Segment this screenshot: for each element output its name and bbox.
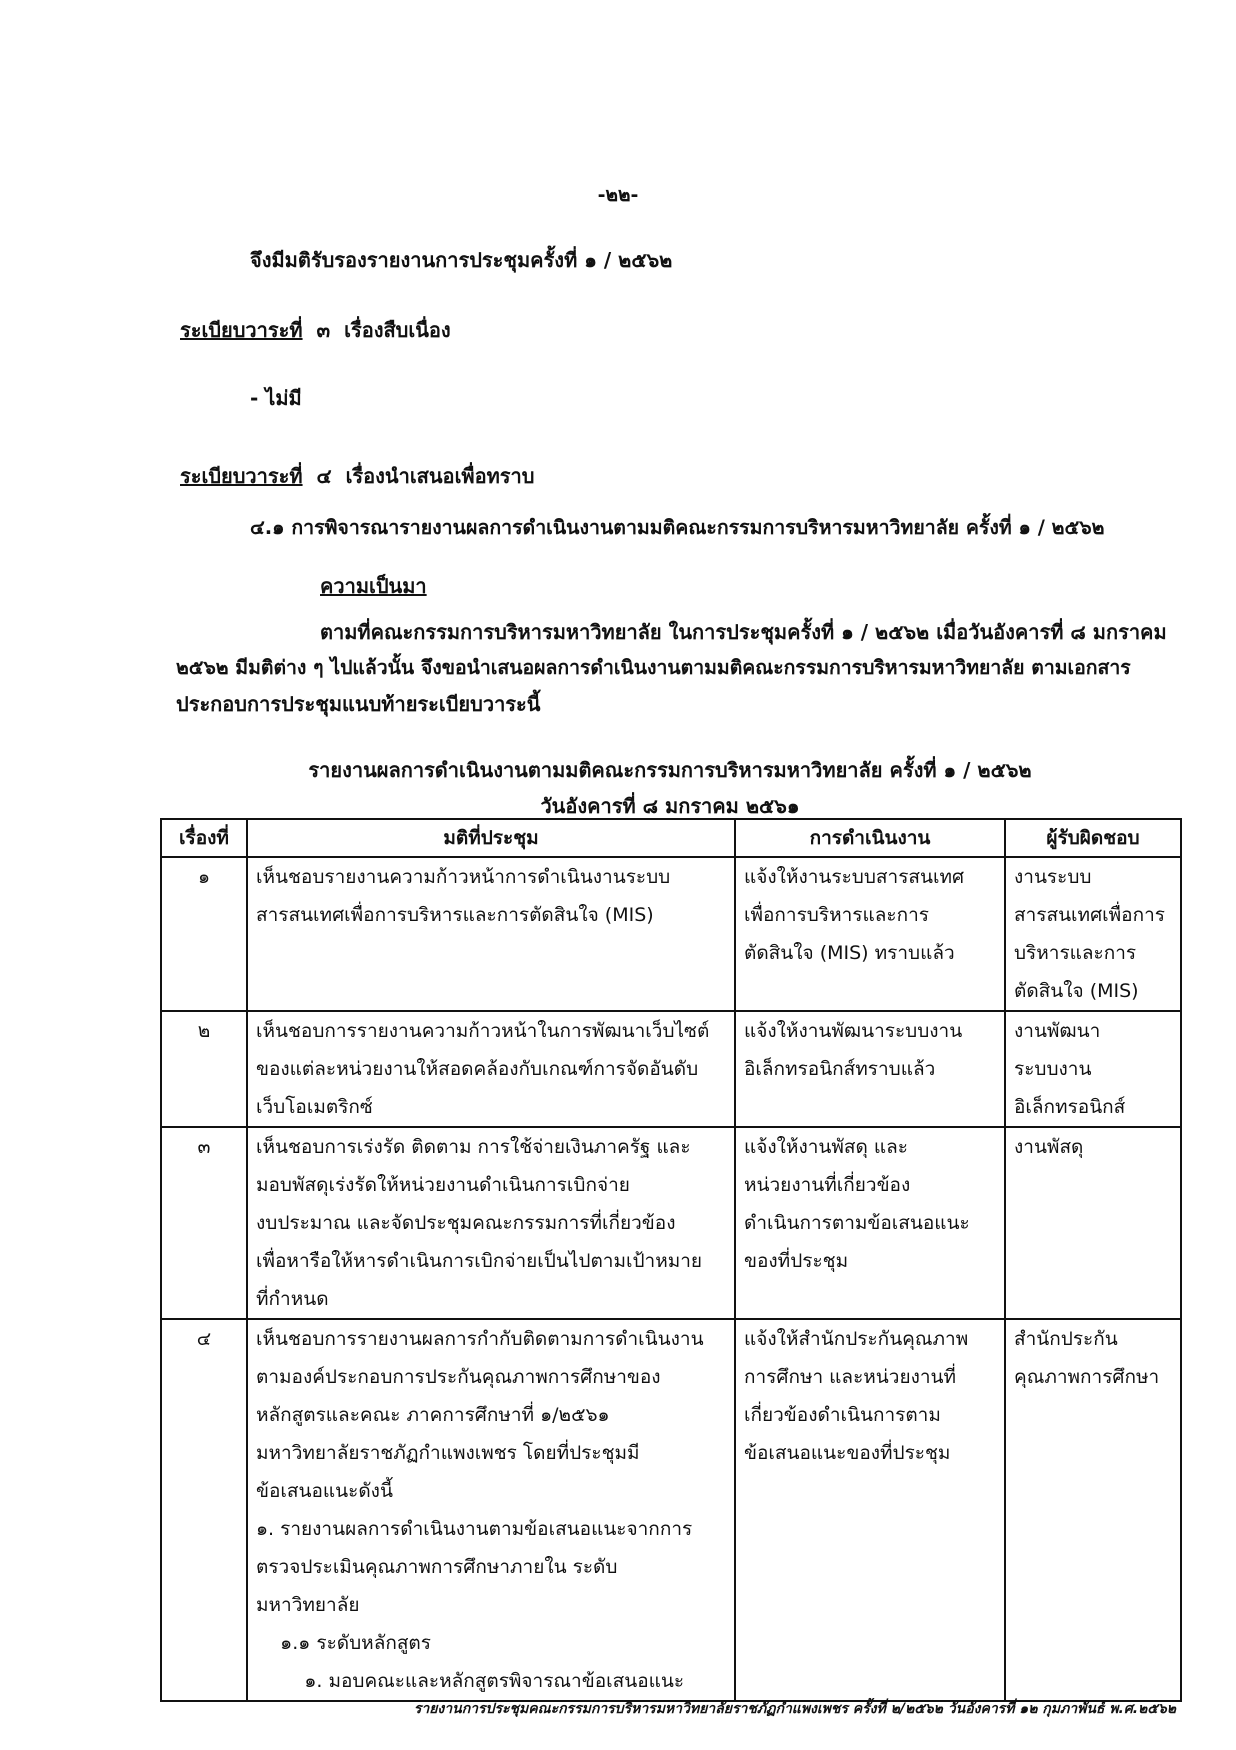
cell-resolution-line: มหาวิทยาลัยราชภัฏกำแพงเพชร โดยที่ประชุมมี: [256, 1442, 640, 1464]
cell-responsible-line: คุณภาพการศึกษา: [1014, 1366, 1160, 1388]
report-title: รายงานผลการดำเนินงานตามมติคณะกรรมการบริหารมหาวิทยาลัย ครั้งที่ ๑ / ๒๕๖๒: [308, 758, 1032, 782]
agenda-3-number: ๓: [316, 318, 331, 342]
cell-action-line: แจ้งให้งานระบบสารสนเทศ: [744, 866, 965, 888]
cell-responsible-line: สำนักประกัน: [1014, 1328, 1118, 1350]
cell-resolution-line: สารสนเทศเพื่อการบริหารและการตัดสินใจ (MIS): [256, 904, 654, 926]
cell-resolution: [247, 1011, 735, 1127]
cell-resolution-line: เว็บโอเมตริกซ์: [256, 1096, 373, 1118]
table-row: [161, 1011, 1181, 1127]
cell-action-line: แจ้งให้สำนักประกันคุณภาพ: [744, 1328, 969, 1350]
cell-responsible-line: งานพัสดุ: [1014, 1136, 1084, 1158]
cell-resolution-line: เห็นชอบการรายงานผลการกำกับติดตามการดำเนินงาน: [256, 1328, 704, 1350]
table-row: [161, 857, 1181, 1011]
report-date: วันอังคารที่ ๘ มกราคม ๒๕๖๑: [540, 794, 800, 818]
cell-resolution-line: มอบพัสดุเร่งรัดให้หน่วยงานดำเนินการเบิกจ่าย: [256, 1174, 630, 1196]
cell-responsible: [1005, 857, 1181, 1011]
cell-resolution: [247, 857, 735, 1011]
cell-no: ๑: [161, 857, 247, 1011]
header-resolution: มติที่ประชุม: [247, 819, 735, 857]
agenda-4-heading: [180, 460, 534, 492]
cell-resolution-line: ของแต่ละหน่วยงานให้สอดคล้องกับเกณฑ์การจัดอันดับ: [256, 1058, 699, 1080]
cell-resolution: [247, 1127, 735, 1319]
agenda-3-heading: [180, 314, 451, 346]
cell-responsible-line: อิเล็กทรอนิกส์: [1014, 1096, 1126, 1118]
cell-resolution-line: หลักสูตรและคณะ ภาคการศึกษาที่ ๑/๒๕๖๑: [256, 1404, 610, 1426]
table-row: [161, 1319, 1181, 1701]
cell-action-line: อิเล็กทรอนิกส์ทราบแล้ว: [744, 1058, 936, 1080]
cell-action-line: ดำเนินการตามข้อเสนอแนะ: [744, 1212, 970, 1234]
cell-action-line: ของที่ประชุม: [744, 1250, 849, 1272]
agenda-4-title: เรื่องนำเสนอเพื่อทราบ: [345, 464, 535, 488]
header-action: การดำเนินงาน: [735, 819, 1005, 857]
agenda-3-item: - ไม่มี: [250, 386, 302, 410]
cell-action-line: แจ้งให้งานพัสดุ และ: [744, 1136, 908, 1158]
cell-responsible: [1005, 1011, 1181, 1127]
table-header-row: [161, 819, 1181, 857]
header-no: เรื่องที่: [161, 819, 247, 857]
cell-action: [735, 1127, 1005, 1319]
cell-resolution-line: เห็นชอบการรายงานความก้าวหน้าในการพัฒนาเว็บไซต์: [256, 1020, 710, 1042]
cell-resolution-line: ตรวจประเมินคุณภาพการศึกษาภายใน ระดับ: [256, 1556, 618, 1578]
background-line-3: ประกอบการประชุมแนบท้ายระเบียบวาระนี้: [176, 692, 541, 716]
cell-action-line: ตัดสินใจ (MIS) ทราบแล้ว: [744, 942, 955, 964]
cell-responsible-line: ตัดสินใจ (MIS): [1014, 980, 1139, 1002]
cell-action: [735, 1319, 1005, 1701]
table-row: [161, 1127, 1181, 1319]
cell-action-line: แจ้งให้งานพัฒนาระบบงาน: [744, 1020, 963, 1042]
header-responsible: ผู้รับผิดชอบ: [1005, 819, 1181, 857]
agenda-3-label: ระเบียบวาระที่: [180, 318, 303, 342]
cell-action: [735, 1011, 1005, 1127]
cell-responsible: [1005, 1319, 1181, 1701]
cell-action-line: การศึกษา และหน่วยงานที่: [744, 1366, 957, 1388]
cell-responsible-line: บริหารและการ: [1014, 942, 1137, 964]
cell-resolution-line: งบประมาณ และจัดประชุมคณะกรรมการที่เกี่ยวข้อง: [256, 1212, 676, 1234]
cell-responsible-line: ระบบงาน: [1014, 1058, 1092, 1080]
cell-resolution-line: ที่กำหนด: [256, 1288, 329, 1310]
agenda-4-number: ๔: [316, 464, 332, 488]
cell-responsible-line: งานพัฒนา: [1014, 1020, 1101, 1042]
cell-no: ๓: [161, 1127, 247, 1319]
agenda-4-label: ระเบียบวาระที่: [180, 464, 303, 488]
background-heading: ความเป็นมา: [320, 574, 427, 598]
cell-action-line: ข้อเสนอแนะของที่ประชุม: [744, 1442, 951, 1464]
cell-responsible-line: งานระบบ: [1014, 866, 1092, 888]
cell-resolution-line: มหาวิทยาลัย: [256, 1594, 360, 1616]
cell-resolution-line: เห็นชอบการเร่งรัด ติดตาม การใช้จ่ายเงินภาครัฐ และ: [256, 1136, 691, 1158]
resolution-line: จึงมีมติรับรองรายงานการประชุมครั้งที่ ๑ / ๒๕๖๒: [250, 248, 673, 272]
cell-responsible: [1005, 1127, 1181, 1319]
cell-resolution-line: ๑. รายงานผลการดำเนินงานตามข้อเสนอแนะจากการ: [256, 1518, 693, 1540]
agenda-3-title: เรื่องสืบเนื่อง: [344, 318, 451, 342]
cell-resolution: [247, 1319, 735, 1701]
table-body: [161, 857, 1181, 1701]
report-table: [160, 818, 1182, 1702]
cell-action-line: หน่วยงานที่เกี่ยวข้อง: [744, 1174, 911, 1196]
cell-resolution-line: เห็นชอบรายงานความก้าวหน้าการดำเนินงานระบบ: [256, 866, 671, 888]
background-line-1: ตามที่คณะกรรมการบริหารมหาวิทยาลัย ในการประชุมครั้งที่ ๑ / ๒๕๖๒ เมื่อวันอังคารที่ ๘ มกราคม: [320, 620, 1167, 644]
cell-no: ๒: [161, 1011, 247, 1127]
cell-action-line: เพื่อการบริหารและการ: [744, 904, 929, 926]
page-number: -๒๒-: [597, 184, 639, 206]
cell-resolution-line: ข้อเสนอแนะดังนี้: [256, 1480, 393, 1502]
background-paragraph: [176, 614, 1186, 722]
cell-resolution-line: ๑. มอบคณะและหลักสูตรพิจารณาข้อเสนอแนะ: [256, 1670, 685, 1692]
cell-responsible-line: สารสนเทศเพื่อการ: [1014, 904, 1165, 926]
page-footer: รายงานการประชุมคณะกรรมการบริหารมหาวิทยาลัยราชภัฏกำแพงเพชร ครั้งที่ ๒/๒๕๖๒ วันอังคารที่ ๑๒ กุมภาพันธ์ พ.ศ.๒๕๖๒: [413, 1701, 1176, 1717]
background-line-2: ๒๕๖๒ มีมติต่าง ๆ ไปแล้วนั้น จึงขอนำเสนอผลการดำเนินงานตามมติคณะกรรมการบริหารมหาวิทยาลัย ตามเอกสาร: [176, 656, 1131, 679]
agenda-4-subtitle: ๔.๑ การพิจารณารายงานผลการดำเนินงานตามมติคณะกรรมการบริหารมหาวิทยาลัย ครั้งที่ ๑ / ๒๕๖๒: [250, 516, 1105, 539]
cell-resolution-line: ๑.๑ ระดับหลักสูตร: [256, 1632, 431, 1654]
cell-action: [735, 857, 1005, 1011]
cell-action-line: เกี่ยวข้องดำเนินการตาม: [744, 1404, 941, 1426]
cell-resolution-line: เพื่อหารือให้หารดำเนินการเบิกจ่ายเป็นไปตามเป้าหมาย: [256, 1250, 703, 1272]
cell-no: ๔: [161, 1319, 247, 1701]
cell-resolution-line: ตามองค์ประกอบการประกันคุณภาพการศึกษาของ: [256, 1366, 661, 1388]
